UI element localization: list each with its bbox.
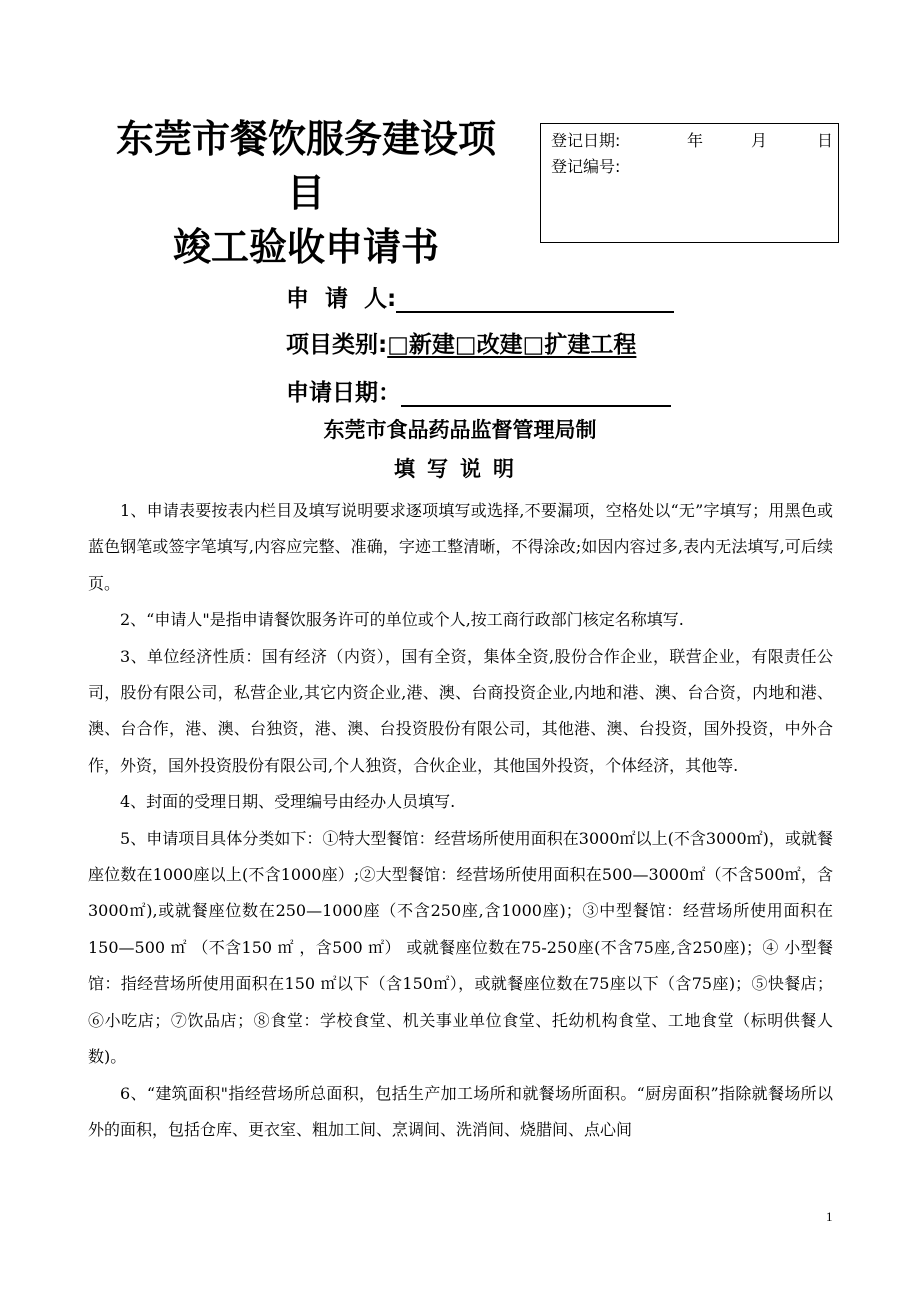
application-date-label: 申请日期：	[286, 380, 401, 406]
applicant-line[interactable]	[396, 285, 674, 313]
category-field	[286, 326, 636, 359]
issuer-text: 东莞市食品药品监督管理局制	[323, 418, 597, 442]
title-line-1: 东莞市餐饮服务建设项	[115, 117, 496, 161]
registration-box	[540, 123, 839, 243]
applicant-label: 申 请 人:	[286, 286, 397, 312]
instruction-paragraph-6: 6、“建筑面积"指经营场所总面积，包括生产加工场所和就餐场所面积。“厨房面积”指除就餐场所以外的面积，包括仓库、更衣室、粗加工间、烹调间、洗消间、烧腊间、点心间	[88, 1083, 833, 1139]
title-line-2: 目	[286, 171, 325, 215]
day-label: 日	[817, 131, 834, 150]
application-date-field	[286, 374, 671, 407]
month-label: 月	[751, 131, 768, 150]
title-line-3: 竣工验收申请书	[172, 225, 439, 269]
instruction-paragraph-1: 1、申请表要按表内栏目及填写说明要求逐项填写或选择,不要漏项，空格处以“无”字填写；用黑色或蓝色钢笔或签字笔填写,内容应完整、准确，字迹工整清晰，不得涂改;如因内容过多,表内无法填写,可后续页。	[88, 501, 833, 593]
application-date-line[interactable]	[401, 379, 671, 407]
instructions-title: 填写说明	[394, 457, 526, 481]
instruction-paragraph-2: 2、“申请人"是指申请餐饮服务许可的单位或个人,按工商行政部门核定名称填写.	[120, 610, 684, 630]
applicant-field	[286, 280, 674, 313]
registration-date-row	[551, 128, 838, 154]
year-label: 年	[687, 131, 704, 150]
page-number: 1	[826, 1209, 833, 1224]
registration-number-row	[551, 154, 838, 180]
document-title	[86, 112, 526, 274]
registration-date-label: 登记日期:	[551, 131, 621, 150]
instruction-paragraph-5: 5、申请项目具体分类如下：①特大型餐馆：经营场所使用面积在3000㎡以上(不含3000㎡)，或就餐座位数在1000座以上(不含1000座）;②大型餐馆：经营场所使用面积在500—3000㎡（不含500㎡，含3000㎡),或就餐座位数在250—1000座（不含250座,含1000座)；③中型餐馆：经营场所使用面积在150—500 ㎡ （不含150 ㎡ ，含500 ㎡） 或就餐座位数在75-250座(不含75座,含250座)；④ 小型餐馆：指经营场所使用面积在150 ㎡以下（含150㎡），或就餐座位数在75座以下（含75座)；⑤快餐店；⑥小吃店；⑦饮品店；⑧食堂：学校食堂、机关事业单位食堂、托幼机构食堂、工地食堂（标明供餐人数)。	[88, 828, 833, 1067]
category-options[interactable]: □新建□改建□扩建工程	[387, 332, 637, 358]
instruction-paragraph-4: 4、封面的受理日期、受理编号由经办人员填写.	[120, 792, 456, 812]
instructions-body	[88, 493, 833, 1148]
registration-number-label: 登记编号:	[551, 157, 621, 176]
category-label: 项目类别:	[286, 332, 388, 358]
instruction-paragraph-3: 3、单位经济性质：国有经济（内资），国有全资，集体全资,股份合作企业，联营企业，有限责任公司，股份有限公司，私营企业,其它内资企业,港、澳、台商投资企业,内地和港、澳、台合资，内地和港、澳、台合作，港、澳、台独资，港、澳、台投资股份有限公司，其他港、澳、台投资，国外投资，中外合作，外资，国外投资股份有限公司,个人独资，合伙企业，其他国外投资，个体经济，其他等.	[88, 646, 833, 775]
